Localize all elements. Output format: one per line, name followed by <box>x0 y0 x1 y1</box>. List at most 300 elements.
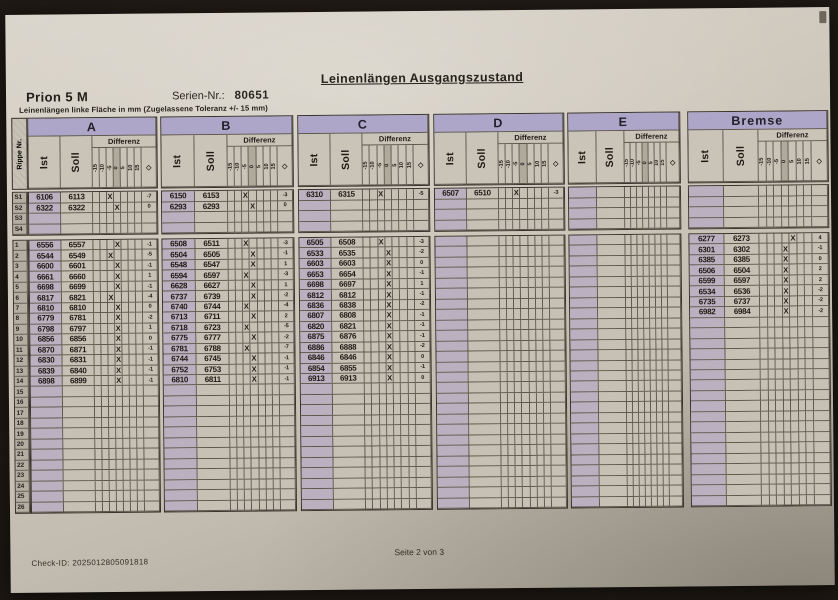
cell-soll <box>332 300 364 311</box>
cell-soll <box>63 439 95 450</box>
cell-soll <box>195 201 228 212</box>
cell-diff <box>506 209 513 220</box>
cell-diff <box>364 300 371 311</box>
cell-diff <box>407 221 414 232</box>
cell-soll <box>331 200 363 211</box>
group-letter-B-text: B <box>221 118 232 133</box>
cell-diff-value <box>813 285 829 296</box>
group-letter-D <box>434 114 563 133</box>
cell-soll <box>599 392 627 403</box>
cell-diff <box>776 411 784 422</box>
cell-diff <box>762 474 770 485</box>
cell-diff-value <box>669 381 682 392</box>
cell-diff <box>244 427 251 438</box>
cell-diff-value <box>667 218 680 229</box>
cell-diff <box>393 248 400 259</box>
cell-diff <box>365 447 372 458</box>
cell-diff <box>500 341 507 352</box>
x-mark: X <box>116 365 122 375</box>
cell-soll <box>726 443 761 454</box>
cell-soll <box>62 334 94 345</box>
row-label <box>15 440 29 451</box>
cell-diff <box>775 244 783 255</box>
cell-diff <box>529 393 536 404</box>
cell-diff <box>373 457 380 468</box>
cell-diff <box>388 499 395 510</box>
cell-diff <box>245 479 252 490</box>
cell-diff <box>514 246 521 257</box>
cell-diff-value <box>549 236 564 247</box>
cell-diff <box>236 281 243 292</box>
cell-diff-value <box>142 240 157 251</box>
cell-diff <box>402 436 409 447</box>
cell-diff <box>782 265 790 276</box>
cell-diff <box>387 384 394 395</box>
diff-value: -1 <box>147 262 152 269</box>
cell-diff <box>542 236 549 247</box>
cell-diff <box>807 442 815 453</box>
ist-value: 6150 <box>169 191 187 201</box>
cell-diff <box>371 258 378 269</box>
cell-ist <box>689 218 724 229</box>
cell-diff <box>760 317 768 328</box>
cell-soll <box>727 464 762 475</box>
cell-diff <box>236 249 243 260</box>
soll-value: 6273 <box>733 234 750 244</box>
ist-value: 6810 <box>37 303 54 313</box>
diff-value: 1 <box>284 260 288 267</box>
cell-soll <box>334 457 366 468</box>
cell-ist <box>436 320 468 331</box>
cell-ist <box>31 408 63 419</box>
cell-ist <box>162 191 195 202</box>
cell-diff <box>230 448 237 459</box>
cell-soll <box>332 290 364 301</box>
row-label-text: S1 <box>14 194 23 202</box>
cell-ist <box>437 404 469 415</box>
cell-diff <box>545 476 552 487</box>
cell-diff <box>273 416 280 427</box>
cell-diff-value <box>814 380 830 391</box>
cell-diff <box>807 495 815 506</box>
cell-ist <box>691 391 726 402</box>
cell-diff-value <box>814 421 830 432</box>
soll-value: 6723 <box>203 322 221 332</box>
cell-ist <box>302 478 334 489</box>
cell-diff <box>401 404 408 415</box>
cell-diff <box>365 415 372 426</box>
diff-bucket-text: -10 <box>630 158 637 167</box>
cell-diff <box>385 258 392 269</box>
cell-diff <box>372 373 379 384</box>
row-label-text: 9 <box>15 325 20 333</box>
cell-soll <box>468 341 500 352</box>
cell-diff <box>273 385 280 396</box>
diff-value: -1 <box>419 270 425 277</box>
cell-diff <box>542 209 549 220</box>
cell-diff <box>250 259 257 270</box>
diff-bucket-text: -5 <box>106 164 113 170</box>
cell-diff <box>501 435 508 446</box>
x-mark: X <box>107 250 114 260</box>
diff-bucket-symbol <box>548 144 563 184</box>
cell-diff <box>530 497 537 508</box>
cell-diff <box>244 364 251 375</box>
cell-soll <box>333 415 365 426</box>
diff-value: -2 <box>147 314 153 321</box>
cell-diff <box>271 238 278 249</box>
cell-soll <box>197 427 230 438</box>
cell-diff <box>499 247 506 258</box>
soll-value: 6811 <box>204 375 221 385</box>
cell-ist <box>437 446 469 457</box>
row-label <box>15 398 29 409</box>
cell-diff <box>272 312 279 323</box>
cell-diff <box>799 432 807 443</box>
diff-value: -3 <box>283 271 289 278</box>
group-header-Bremse <box>687 110 829 183</box>
cell-ist <box>32 471 64 482</box>
soll-value: 6913 <box>339 373 357 383</box>
cell-diff <box>408 363 415 374</box>
ist-value: 6836 <box>307 300 324 311</box>
cell-diff <box>259 490 266 501</box>
cell-diff <box>402 425 409 436</box>
cell-diff-value <box>551 455 566 466</box>
cell-diff <box>804 196 812 207</box>
cell-diff <box>782 254 790 265</box>
row-label-text: 10 <box>15 336 23 344</box>
cell-diff <box>530 466 537 477</box>
cell-diff-value <box>812 206 828 217</box>
cell-diff-value <box>667 186 680 197</box>
cell-diff <box>408 331 415 342</box>
cell-diff <box>507 309 514 320</box>
cell-diff <box>392 200 399 211</box>
diff-bucket-text: -5 <box>636 159 643 165</box>
cell-diff <box>806 390 814 401</box>
ist-value: 6544 <box>36 251 54 261</box>
cell-diff <box>372 405 379 416</box>
cell-soll <box>724 234 759 245</box>
cell-diff <box>408 289 415 300</box>
cell-diff <box>789 196 797 207</box>
group-letter-Bremse-text: Bremse <box>731 113 784 128</box>
cell-diff <box>522 403 529 414</box>
cell-diff <box>236 270 243 281</box>
cell-diff <box>782 206 790 217</box>
ist-value: 6534 <box>698 286 716 296</box>
cell-diff <box>394 363 401 374</box>
cell-ist <box>692 496 727 507</box>
diff-bucket-text: -10 <box>370 160 377 170</box>
cell-ist <box>32 502 64 513</box>
cell-soll <box>333 436 365 447</box>
soll-header <box>194 135 227 187</box>
cell-diff-value <box>279 332 294 343</box>
ist-value: 6898 <box>37 376 55 386</box>
cell-soll <box>469 425 501 436</box>
cell-diff <box>502 477 509 488</box>
cell-soll <box>61 192 93 203</box>
cell-diff <box>501 424 508 435</box>
cell-ist <box>302 499 334 510</box>
cell-diff <box>373 468 380 479</box>
cell-diff <box>769 443 777 454</box>
diff-bucket-text: 0 <box>249 164 256 168</box>
x-mark: X <box>387 363 393 373</box>
cell-diff <box>514 309 521 320</box>
cell-diff-value <box>668 308 681 319</box>
cell-diff <box>767 255 775 266</box>
cell-ist <box>301 395 333 406</box>
cell-diff <box>797 206 805 217</box>
cell-diff-value <box>550 340 565 351</box>
cell-diff <box>407 210 414 221</box>
diff-value: -2 <box>284 334 289 341</box>
ist-header <box>434 133 466 185</box>
tolerance-diamond-icon: ◇ <box>281 162 288 170</box>
cell-diff <box>806 401 814 412</box>
diff-value: -1 <box>148 366 153 373</box>
cell-diff <box>791 380 799 391</box>
cell-diff-value <box>813 317 829 328</box>
cell-diff <box>399 189 406 200</box>
cell-diff <box>500 299 507 310</box>
cell-ist <box>569 187 597 198</box>
cell-diff <box>238 448 245 459</box>
cell-diff-value <box>279 291 294 302</box>
cell-diff <box>775 275 783 286</box>
cell-soll <box>333 374 365 385</box>
cell-soll <box>470 456 502 467</box>
cell-diff <box>273 458 280 469</box>
soll-value: 6508 <box>338 237 356 247</box>
cell-ist <box>31 397 63 408</box>
rippe-nr-header <box>11 118 28 190</box>
cell-soll <box>725 328 760 339</box>
diff-bucket-text: -15 <box>498 159 505 168</box>
cell-ist <box>570 277 598 288</box>
cell-ist <box>435 210 467 221</box>
page-title: Leinenlängen Ausgangszustand <box>320 69 524 86</box>
cell-diff <box>759 196 767 207</box>
cell-diff <box>775 317 783 328</box>
cell-diff-value <box>278 238 293 249</box>
cell-soll <box>196 333 229 344</box>
x-mark: X <box>115 334 121 344</box>
cell-diff <box>535 188 542 199</box>
cell-ist <box>299 200 331 211</box>
soll-value: 6627 <box>203 280 221 291</box>
cell-diff-value <box>278 249 293 260</box>
soll-value: 6846 <box>339 352 357 363</box>
cell-diff <box>386 300 393 311</box>
cell-diff <box>767 234 775 245</box>
cell-diff-value <box>668 297 681 308</box>
cell-diff <box>521 288 528 299</box>
cell-diff <box>393 279 400 290</box>
cell-diff-value <box>551 403 566 414</box>
cell-diff-value <box>669 360 682 371</box>
cell-diff <box>230 427 237 438</box>
cell-diff <box>409 457 416 468</box>
cell-soll <box>64 481 96 492</box>
cell-diff <box>400 289 407 300</box>
cell-soll <box>333 405 365 416</box>
cell-diff <box>513 188 520 199</box>
cell-diff <box>394 415 401 426</box>
cell-diff <box>387 405 394 416</box>
cell-diff <box>265 343 272 354</box>
soll-value: 6660 <box>68 271 86 281</box>
cell-ist <box>435 220 467 231</box>
cell-diff-value <box>416 404 431 415</box>
cell-diff <box>237 417 244 428</box>
cell-diff-value <box>145 459 160 470</box>
cell-soll <box>725 286 760 297</box>
cell-diff <box>791 422 799 433</box>
cell-diff <box>807 463 815 474</box>
diff-bucket-symbol <box>413 145 428 185</box>
cell-diff <box>409 415 416 426</box>
rippe-s-rows <box>12 192 28 236</box>
cell-diff <box>536 330 543 341</box>
cell-diff <box>784 484 792 495</box>
cell-diff <box>257 238 264 249</box>
cell-diff <box>394 373 401 384</box>
cell-diff <box>229 333 236 344</box>
cell-soll <box>598 298 626 309</box>
cell-soll <box>599 455 627 466</box>
diff-bucket-text: 0 <box>642 160 649 164</box>
cell-diff <box>408 373 415 384</box>
cell-ist <box>163 302 196 313</box>
cell-diff-value <box>815 495 831 506</box>
cell-diff-value <box>143 302 158 313</box>
cell-soll <box>334 468 366 479</box>
cell-soll <box>196 281 229 292</box>
diff-value: -7 <box>146 193 152 200</box>
cell-diff <box>535 246 542 257</box>
cell-soll <box>61 203 93 214</box>
cell-diff <box>264 201 271 212</box>
cell-diff-value <box>669 423 682 434</box>
x-mark: X <box>244 322 250 332</box>
cell-diff <box>544 372 551 383</box>
cell-soll <box>64 470 96 481</box>
cell-diff <box>257 190 264 201</box>
cell-diff <box>530 403 537 414</box>
cell-diff <box>792 495 800 506</box>
cell-diff <box>514 267 521 278</box>
cell-diff <box>499 236 506 247</box>
cell-diff-value <box>668 350 681 361</box>
cell-diff <box>768 349 776 360</box>
cell-diff <box>768 338 776 349</box>
soll-value: 6899 <box>69 376 87 386</box>
cell-diff <box>782 196 790 207</box>
cell-diff <box>363 221 370 232</box>
cell-diff <box>507 267 514 278</box>
cell-diff <box>521 278 528 289</box>
cell-diff <box>507 299 514 310</box>
cell-diff-value <box>415 331 430 342</box>
cell-diff <box>530 435 537 446</box>
row-label <box>16 471 30 482</box>
cell-diff <box>521 267 528 278</box>
cell-diff <box>244 416 251 427</box>
cell-soll <box>467 220 499 231</box>
cell-soll <box>726 453 761 464</box>
x-mark: X <box>251 312 257 322</box>
cell-diff <box>523 456 530 467</box>
cell-ist <box>299 221 331 232</box>
cell-soll <box>62 292 94 303</box>
cell-soll <box>197 354 230 365</box>
cell-soll <box>725 317 760 328</box>
x-mark: X <box>783 254 789 264</box>
cell-diff <box>769 432 777 443</box>
cell-diff <box>776 349 784 360</box>
diff-value: -1 <box>419 311 425 318</box>
soll-value: 6838 <box>339 300 356 310</box>
cell-diff-value <box>812 185 828 196</box>
cell-diff <box>543 330 550 341</box>
group-letter-B <box>161 116 292 135</box>
diff-value: 0 <box>421 374 425 381</box>
cell-diff <box>515 362 522 373</box>
cell-soll <box>469 445 501 456</box>
cell-diff <box>400 268 407 279</box>
cell-diff-value <box>812 196 828 207</box>
cell-diff <box>544 455 551 466</box>
cell-diff-value <box>549 209 564 220</box>
group-header-A <box>27 117 158 190</box>
cell-ist <box>301 405 333 416</box>
row-label-text: 17 <box>16 409 24 417</box>
soll-value: 6855 <box>339 363 357 373</box>
cell-ist <box>30 335 62 346</box>
cell-diff <box>229 249 236 260</box>
cell-diff-value <box>144 417 159 428</box>
diff-bucket-text: 15 <box>270 162 277 170</box>
row-label-text: 24 <box>17 482 25 490</box>
group-letter-E <box>568 113 679 132</box>
group-B-stabilo-rows <box>161 189 294 234</box>
cell-diff <box>231 469 238 480</box>
row-label-text: 2 <box>15 252 19 260</box>
cell-diff <box>768 307 776 318</box>
soll-value: 6781 <box>69 313 86 323</box>
cell-diff <box>774 186 782 197</box>
cell-ist <box>30 324 62 335</box>
x-mark: X <box>250 249 256 259</box>
cell-diff-value <box>668 339 681 350</box>
cell-diff <box>516 477 523 488</box>
cell-diff-value <box>143 334 158 345</box>
cell-diff <box>366 499 373 510</box>
ist-header <box>298 134 330 186</box>
group-header-D <box>433 113 565 186</box>
x-mark: X <box>114 202 120 212</box>
x-mark: X <box>242 190 248 200</box>
cell-diff <box>783 286 791 297</box>
cell-diff <box>761 432 769 443</box>
row-label <box>15 408 29 419</box>
cell-soll <box>197 448 230 459</box>
cell-diff <box>401 394 408 405</box>
